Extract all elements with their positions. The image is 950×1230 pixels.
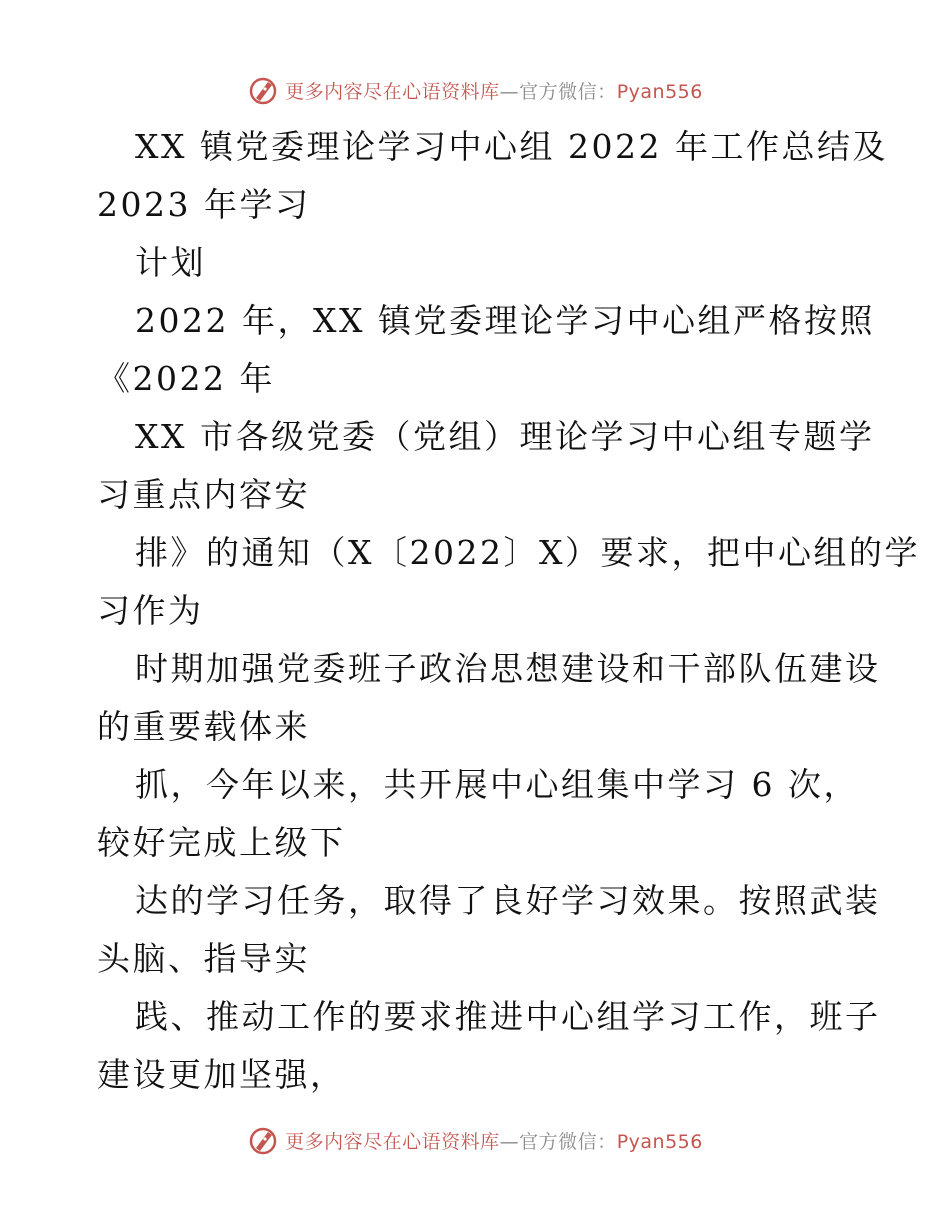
- watermark-contact-label: 官方微信：: [519, 80, 617, 103]
- watermark-brand: 更多内容尽在心语资料库: [285, 80, 500, 103]
- paragraph-line: 头脑、指导实: [97, 939, 310, 978]
- paragraph-line: 《2022 年: [97, 359, 275, 398]
- pen-nib-circle-icon: [247, 1124, 279, 1156]
- document-title-line-2: 2023 年学习: [97, 185, 311, 224]
- paragraph-line: 践、推动工作的要求推进中心组学习工作，班子: [135, 997, 881, 1036]
- document-title-line-3: 计划: [135, 243, 206, 282]
- footer-watermark: [0, 1120, 950, 1160]
- watermark-text: [285, 1127, 703, 1154]
- document-title-line-1: XX 镇党委理论学习中心组 2022 年工作总结及: [135, 127, 888, 166]
- paragraph-line: 习重点内容安: [97, 475, 310, 514]
- watermark-brand: 更多内容尽在心语资料库: [285, 1130, 500, 1153]
- paragraph-line: 建设更加坚强，: [97, 1055, 346, 1094]
- paragraph-line: 习作为: [97, 591, 204, 630]
- paragraph-line: 的重要载体来: [97, 707, 310, 746]
- watermark-contact-label: 官方微信：: [519, 1130, 617, 1153]
- watermark-handle: Pyan556: [616, 1130, 703, 1153]
- watermark-handle: Pyan556: [616, 80, 703, 103]
- paragraph-line: 2022 年，XX 镇党委理论学习中心组严格按照: [135, 301, 875, 340]
- watermark-separator: —: [499, 1130, 520, 1153]
- paragraph-line: 较好完成上级下: [97, 823, 346, 862]
- paragraph-line: 抓，今年以来，共开展中心组集中学习 6 次，: [135, 765, 859, 804]
- paragraph-line: XX 市各级党委（党组）理论学习中心组专题学: [135, 417, 875, 456]
- paragraph-line: 达的学习任务，取得了良好学习效果。按照武装: [135, 881, 881, 920]
- watermark-separator: —: [499, 80, 520, 103]
- paragraph-line: 排》的通知（X〔2022〕X）要求，把中心组的学: [135, 533, 920, 572]
- paragraph-line: 时期加强党委班子政治思想建设和干部队伍建设: [135, 649, 881, 688]
